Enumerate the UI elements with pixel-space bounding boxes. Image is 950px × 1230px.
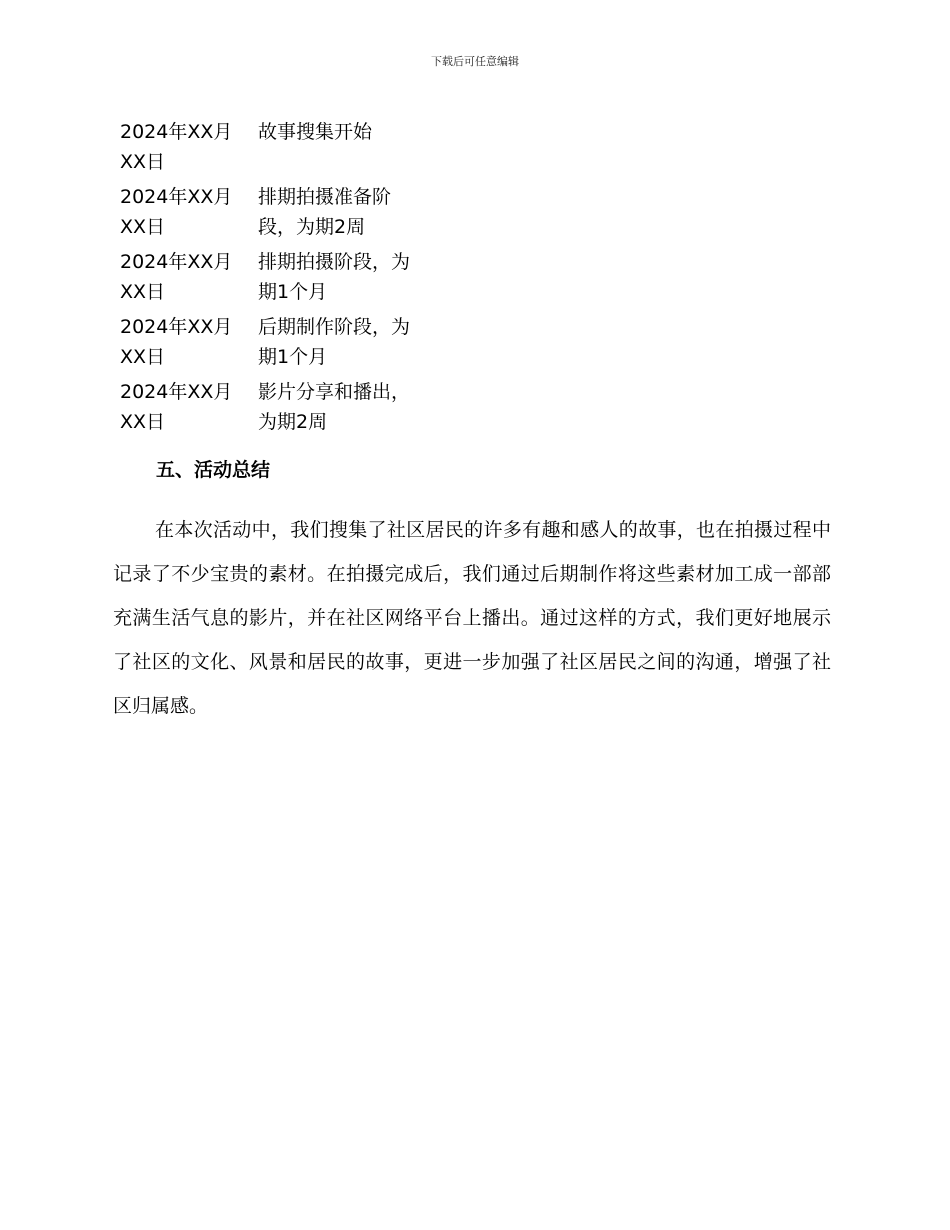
schedule-date: 2024年XX月XX日: [120, 121, 233, 173]
schedule-row: [120, 377, 440, 437]
schedule-row: [120, 247, 440, 307]
schedule-date: 2024年XX月XX日: [120, 381, 233, 433]
schedule-description: 故事搜集开始: [258, 121, 373, 143]
schedule-description: 后期制作阶段，为期1个月: [258, 316, 411, 368]
schedule-description: 排期拍摄阶段，为期1个月: [258, 251, 411, 303]
schedule-date: 2024年XX月XX日: [120, 186, 233, 238]
summary-paragraph: 在本次活动中，我们搜集了社区居民的许多有趣和感人的故事，也在拍摄过程中记录了不少宝贵的素材。在拍摄完成后，我们通过后期制作将这些素材加工成一部部充满生活气息的影片，并在社区网络平台上播出。通过这样的方式，我们更好地展示了社区的文化、风景和居民的故事，更进一步加强了社区居民之间的沟通，增强了社区归属感。: [113, 519, 831, 717]
schedule-row: [120, 312, 440, 372]
page-header-note: 下载后可任意编辑: [431, 55, 519, 68]
schedule-date: 2024年XX月XX日: [120, 316, 233, 368]
schedule-date: 2024年XX月XX日: [120, 251, 233, 303]
section-heading: 五、活动总结: [156, 459, 271, 481]
schedule-table: [120, 117, 440, 442]
schedule-row: [120, 182, 440, 242]
schedule-description: 排期拍摄准备阶段，为期2周: [258, 186, 392, 238]
schedule-row: [120, 117, 440, 177]
schedule-description: 影片分享和播出，为期2周: [258, 381, 411, 433]
